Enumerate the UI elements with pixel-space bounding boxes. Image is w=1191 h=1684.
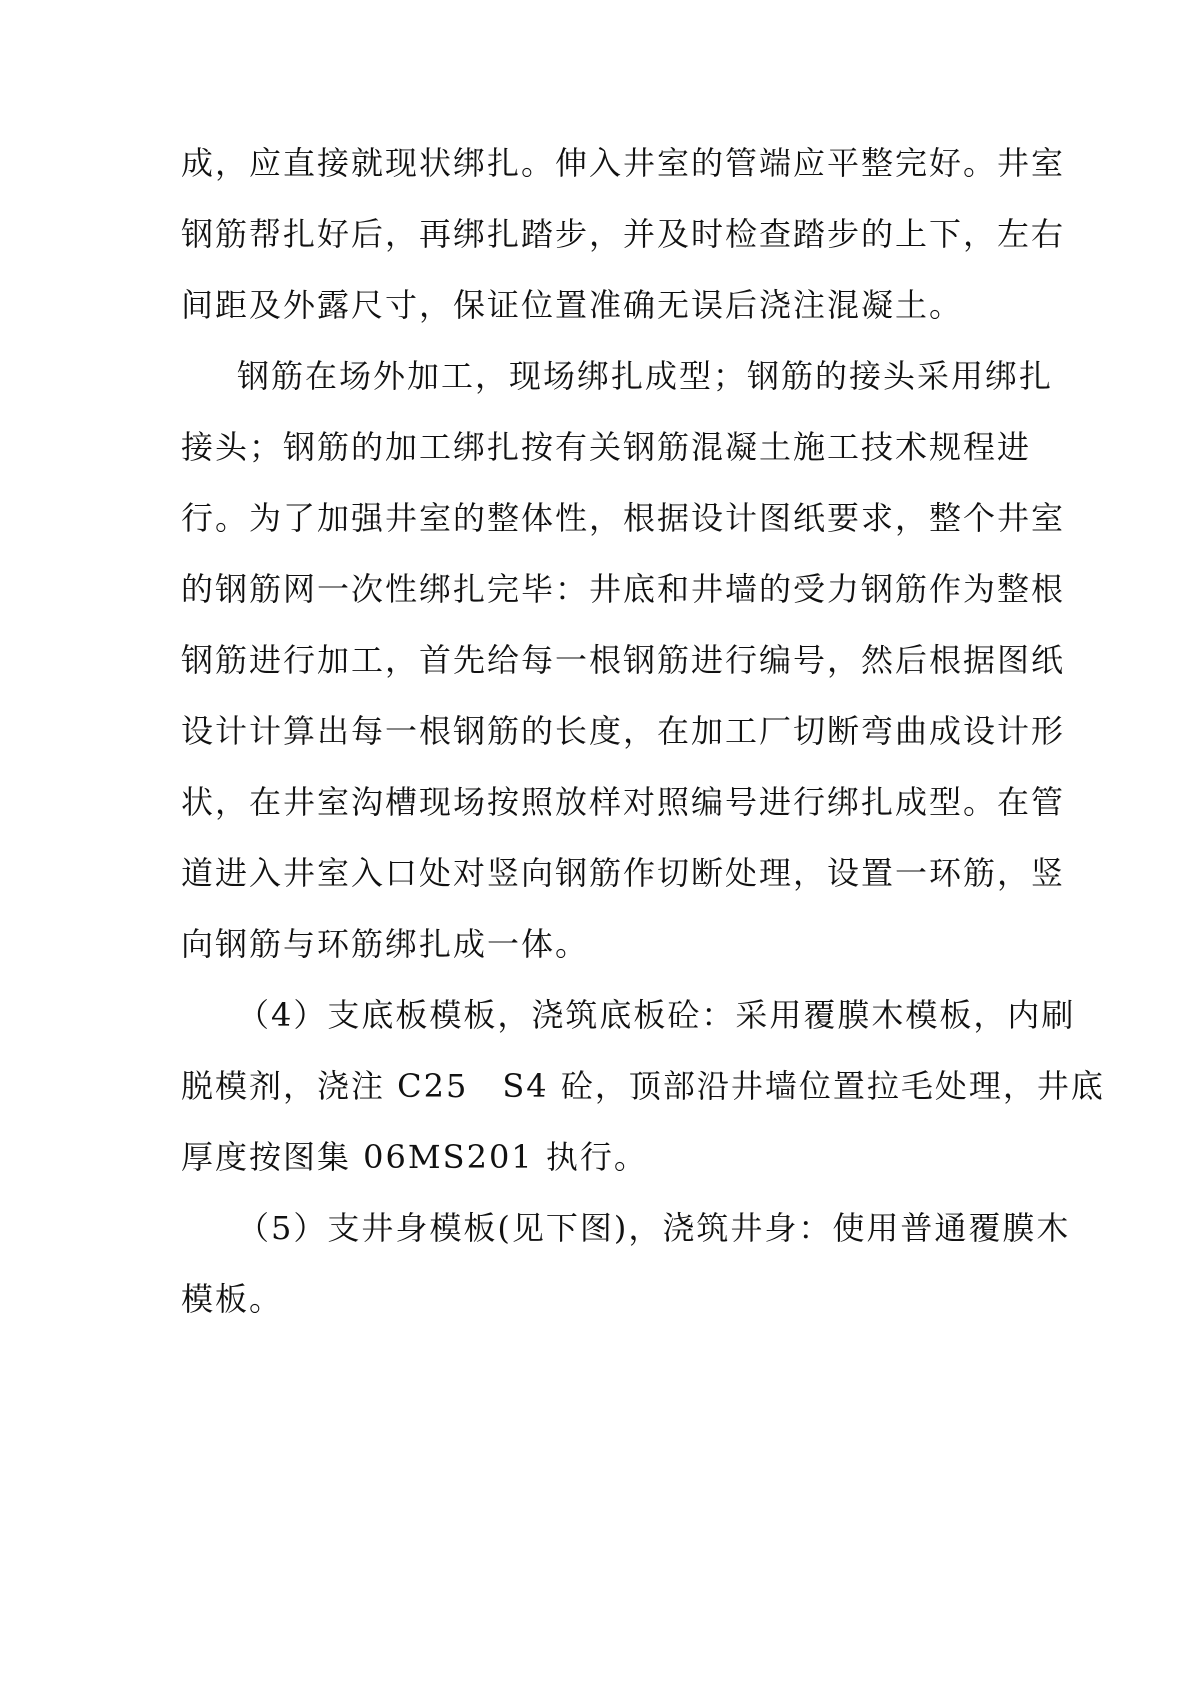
text-line: 钢筋在场外加工，现场绑扎成型；钢筋的接头采用绑扎: [237, 357, 1054, 395]
text-line: 钢筋进行加工，首先给每一根钢筋进行编号，然后根据图纸: [181, 641, 1066, 679]
text-line: 模板。: [181, 1280, 284, 1318]
text-line: 间距及外露尺寸，保证位置准确无误后浇注混凝土。: [181, 286, 964, 324]
text-line: 行。为了加强井室的整体性，根据设计图纸要求，整个井室: [181, 499, 1066, 537]
paragraph-continuation: [181, 128, 1066, 341]
text-line: 状，在井室沟槽现场按照放样对照编号进行绑扎成型。在管: [181, 783, 1066, 821]
paragraph-step-4: [181, 980, 1105, 1193]
text-line: 钢筋帮扎好后，再绑扎踏步，并及时检查踏步的上下，左右: [181, 215, 1066, 253]
text-line: 向钢筋与环筋绑扎成一体。: [181, 925, 590, 963]
paragraph-rebar-processing: [181, 341, 1066, 980]
text-line: 脱模剂，浇注 C25 S4 砼，顶部沿井墙位置拉毛处理，井底: [181, 1067, 1105, 1105]
paragraph-step-5: [181, 1193, 1071, 1335]
text-line: 道进入井室入口处对竖向钢筋作切断处理，设置一环筋，竖: [181, 854, 1066, 892]
text-line: 厚度按图集 06MS201 执行。: [181, 1138, 648, 1176]
text-line: 设计计算出每一根钢筋的长度，在加工厂切断弯曲成设计形: [181, 712, 1066, 750]
text-line: （4）支底板模板，浇筑底板砼：采用覆膜木模板，内刷: [237, 996, 1076, 1034]
text-line: 的钢筋网一次性绑扎完毕：井底和井墙的受力钢筋作为整根: [181, 570, 1066, 608]
text-line: 成，应直接就现状绑扎。伸入井室的管端应平整完好。井室: [181, 144, 1066, 182]
text-line: （5）支井身模板(见下图)，浇筑井身：使用普通覆膜木: [237, 1209, 1071, 1247]
text-line: 接头；钢筋的加工绑扎按有关钢筋混凝土施工技术规程进: [181, 428, 1032, 466]
document-body: [181, 128, 1105, 1335]
